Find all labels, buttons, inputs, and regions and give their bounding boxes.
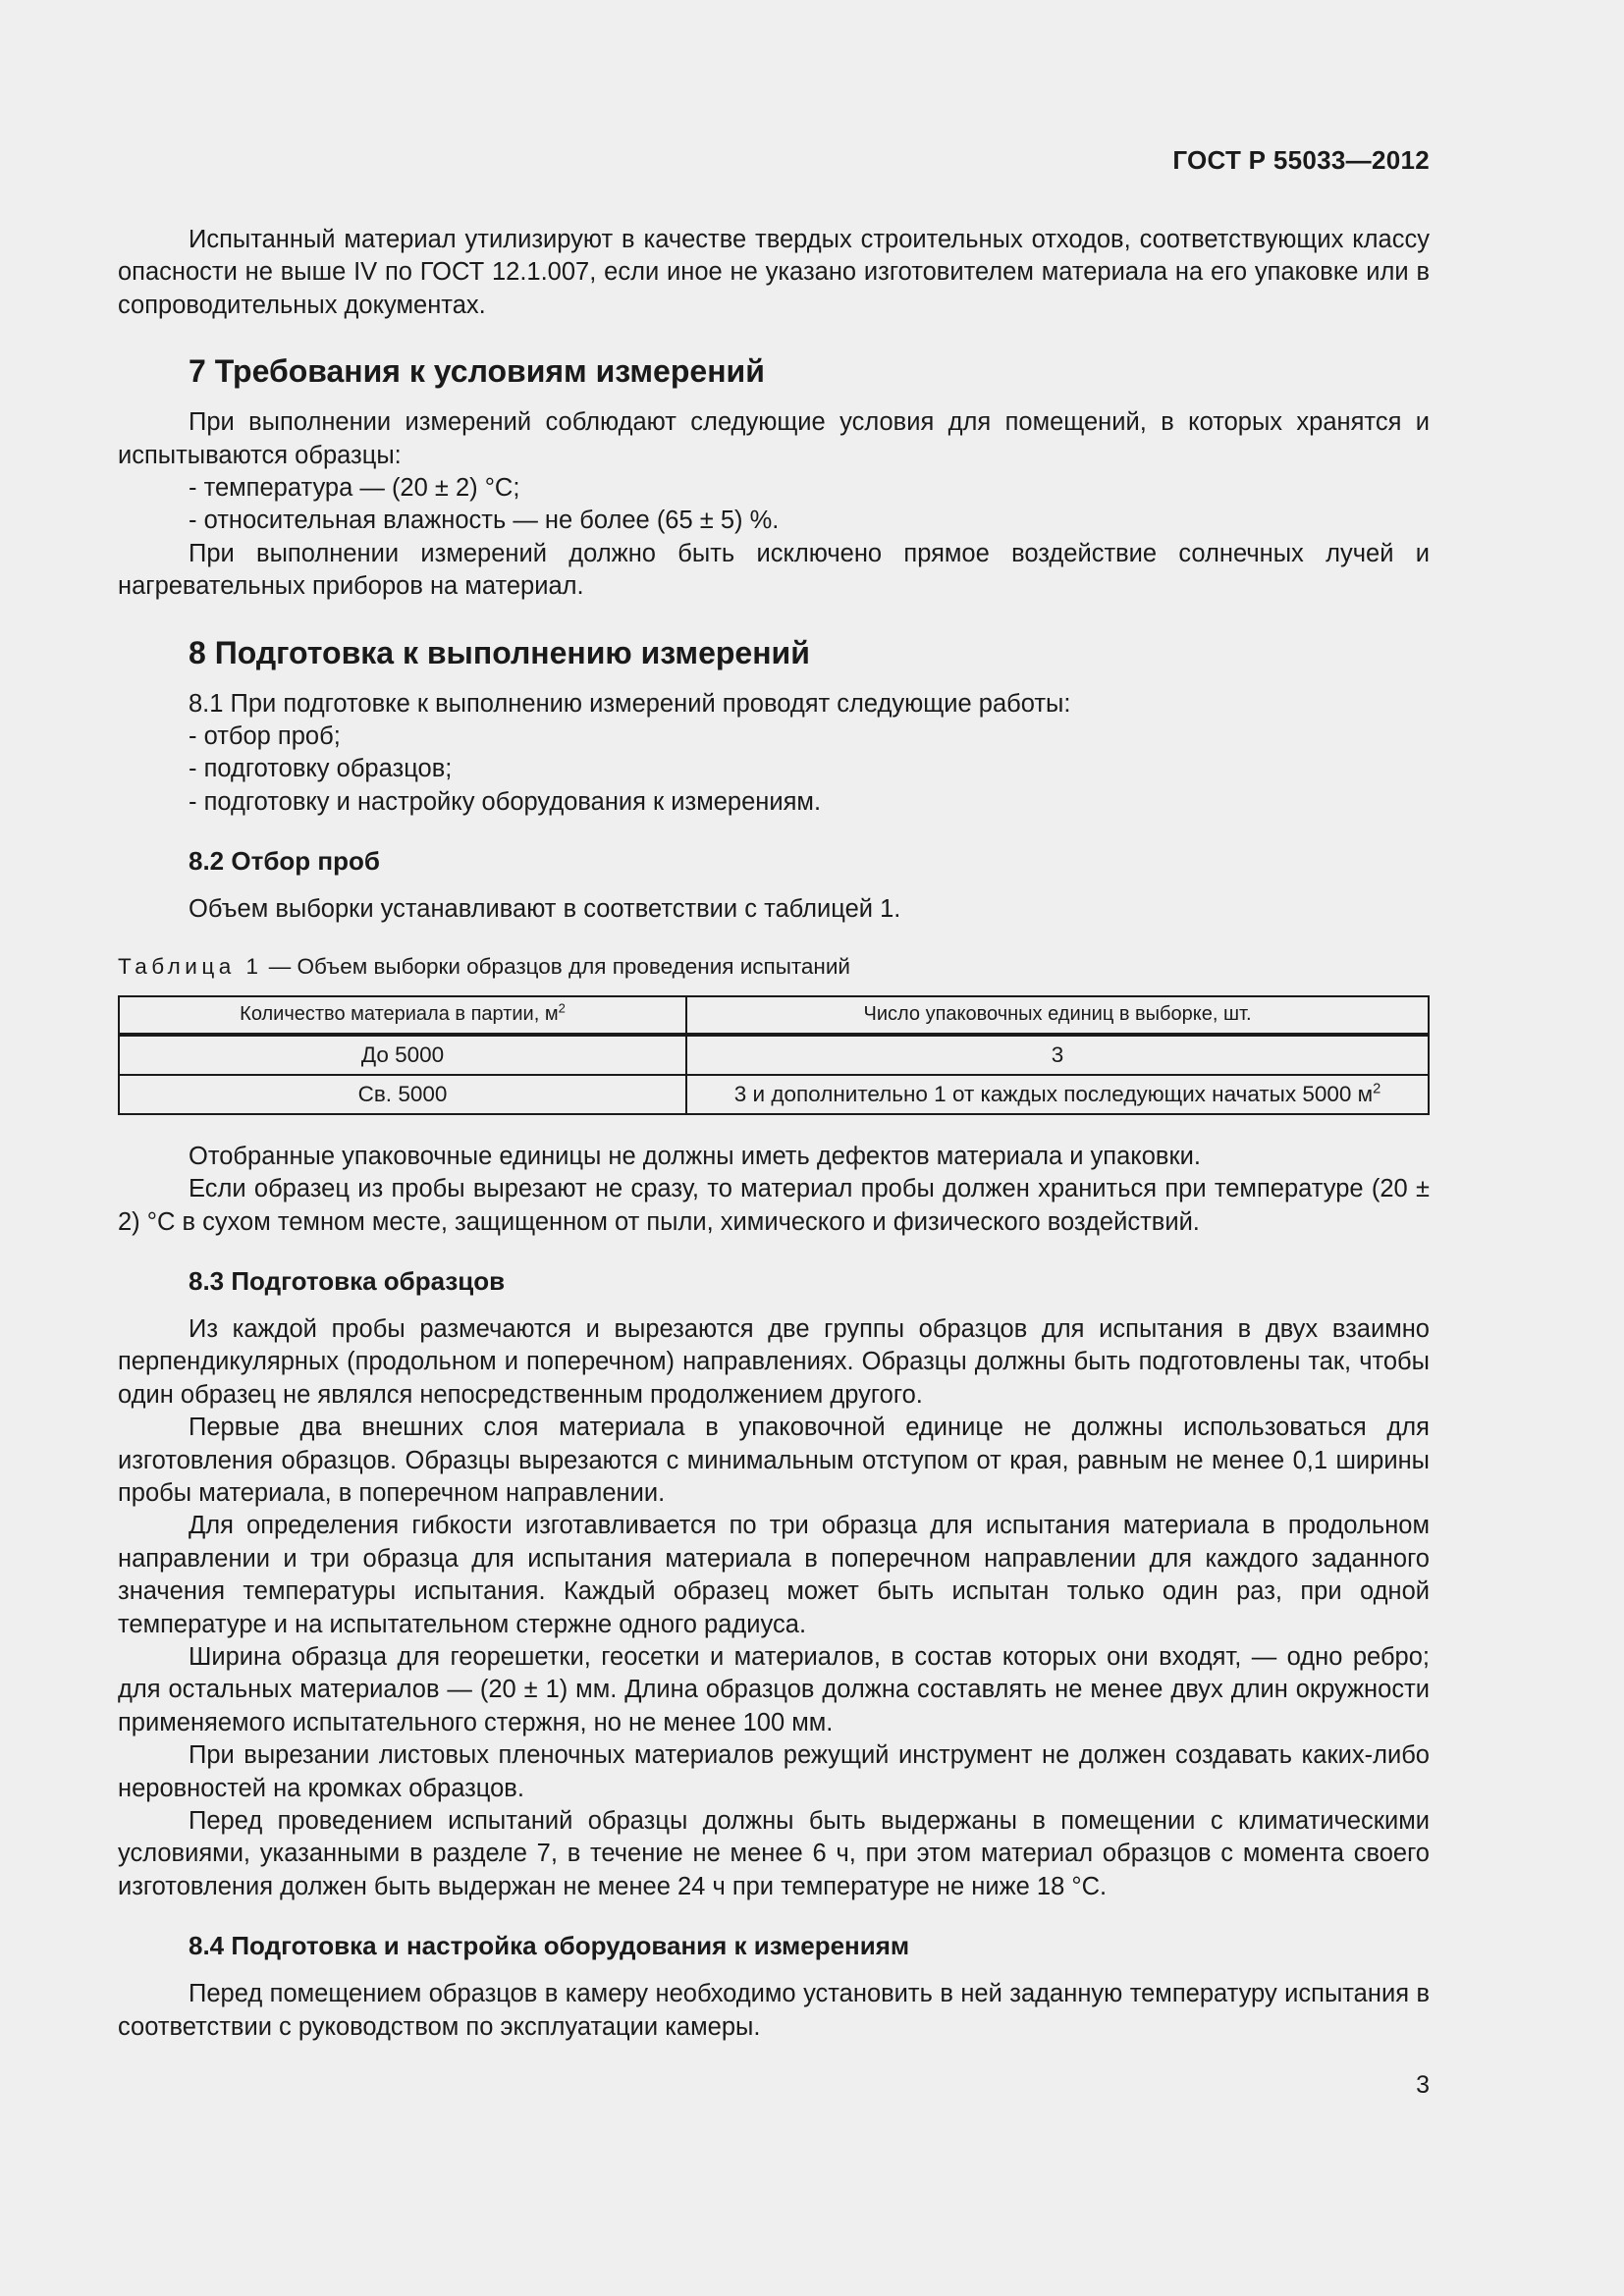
table-cell: До 5000 [119,1035,686,1075]
section-8-4-paragraph-1: Перед помещением образцов в камеру необходимо установить в ней заданную температуру испытания в соответствии с руководством по эксплуатации камеры. [118,1980,1430,2041]
table-caption-dash: — [262,953,298,979]
table-row [119,1075,1429,1114]
section-8-3-paragraph-1: Из каждой пробы размечаются и вырезаются две группы образцов для испытания в двух взаимно перпендикулярных (продольном и поперечном) направлениях. Образцы должны быть подготовлены так, чтобы один образец не являлся непосредственным продолжением другого. [118,1314,1430,1409]
section-8-2-title: 8.2 Отбор проб [189,846,380,877]
section-7-title: 7 Требования к условиям измерений [189,353,765,390]
list-item: - подготовку образцов; [189,755,453,783]
page-number: 3 [1416,2071,1430,2099]
section-8-3-paragraph-3: Для определения гибкости изготавливается по три образца для испытания материала в продольном направлении и три образца для испытания материала в поперечном направлении для каждого заданного значения температуры испытания. Каждый образец может быть испытан только один раз, при одной температуре и на испытательном стержне одного радиуса. [118,1512,1430,1638]
section-8-4-title: 8.4 Подготовка и настройка оборудования к измерениям [189,1931,910,1961]
document-code: ГОСТ Р 55033—2012 [1172,145,1430,175]
section-8-3-title: 8.3 Подготовка образцов [189,1265,506,1296]
section-8-1-paragraph: 8.1 При подготовке к выполнению измерений проводят следующие работы: [189,689,1071,718]
list-item: - относительная влажность — не более (65 ± 5) %. [189,507,780,535]
table-header-cell: Количество материала в партии, $м^2$ [119,996,686,1035]
intro-paragraph: Испытанный материал утилизируют в качестве твердых строительных отходов, соответствующих классу опасности не выше IV по ГОСТ 12.1.007, если иное не указано изготовителем материала на его упаковке или в сопроводительных документах. [118,226,1430,319]
section-7-paragraph-2: При выполнении измерений должно быть исключено прямое воздействие солнечных лучей и нагревательных приборов на материал. [118,539,1430,601]
section-8-3-paragraph-6: Перед проведением испытаний образцы должны быть выдержаны в помещении с климатическими условиями, указанными в разделе 7, в течение не менее 6 ч, при этом материал образцов с момента своего изготовления должен быть выдержан не менее 24 ч при температуре не ниже 18 °C. [118,1807,1430,1900]
list-item: - температура — (20 ± 2) °C; [189,474,520,503]
table-row [119,1035,1429,1075]
table-cell: Св. 5000 [119,1075,686,1114]
list-item: - подготовку и настройку оборудования к измерениям. [189,787,822,816]
section-8-title: 8 Подготовка к выполнению измерений [189,634,810,670]
table-cell: 3 и дополнительно 1 от каждых последующих начатых 5000 $м^2$ [686,1075,1429,1114]
table-caption [118,952,1430,982]
section-8-2-paragraph-3: Если образец из пробы вырезают не сразу, то материал пробы должен храниться при температуре (20 ± 2) °C в сухом темном месте, защищенном от пыли, химического и физического воздействий. [118,1175,1430,1236]
section-8-2-paragraph-1: Объем выборки устанавливают в соответствии с таблицей 1. [189,895,901,924]
table-caption-text: Объем выборки образцов для проведения испытаний [297,953,850,979]
section-8-2-paragraph-2: Отобранные упаковочные единицы не должны иметь дефектов материала и упаковки. [189,1142,1201,1170]
page-content [118,224,1430,2044]
table-header-cell: Число упаковочных единиц в выборке, шт. [686,996,1429,1035]
section-8-3-paragraph-2: Первые два внешних слоя материала в упаковочной единице не должны использоваться для изготовления образцов. Образцы вырезаются с минимальным отступом от края, равным не менее 0,1 ширины пробы материала, в поперечном направлении. [118,1414,1430,1507]
table-cell: 3 [686,1035,1429,1075]
list-item: - отбор проб; [189,722,341,751]
section-8-3-paragraph-4: Ширина образца для георешетки, геосетки и материалов, в состав которых они входят, — одно ребро; для остальных материалов — (20 ± 1) мм. Длина образцов должна составлять не менее двух длин окружности применяемого испытательного стержня, но не менее 100 мм. [118,1642,1430,1736]
table-caption-label: Таблица 1 [118,953,263,979]
section-7-paragraph-1: При выполнении измерений соблюдают следующие условия для помещений, в которых хранятся и испытываются образцы: [118,408,1430,469]
sample-volume-table [118,995,1430,1115]
section-8-3-paragraph-5: При вырезании листовых пленочных материалов режущий инструмент не должен создавать каких-либо неровностей на кромках образцов. [118,1741,1430,1802]
